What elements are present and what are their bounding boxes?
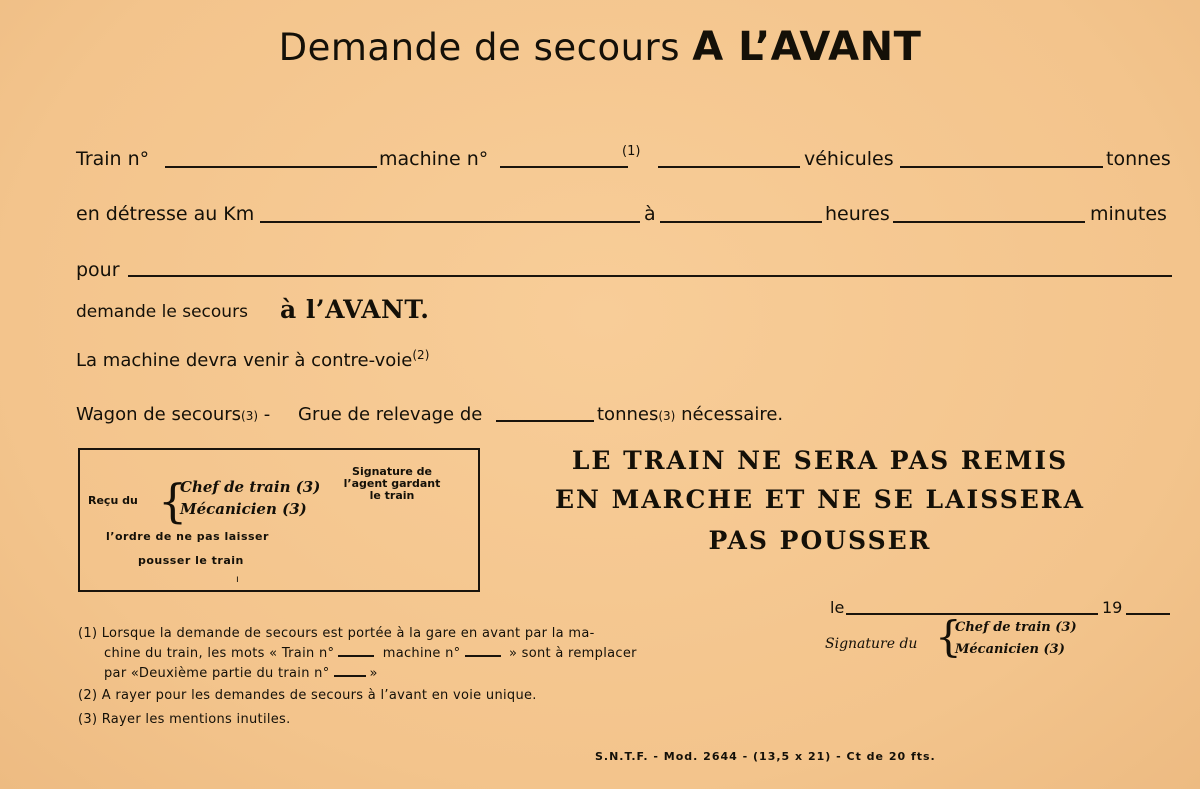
note-1-blank-machine [465, 655, 501, 657]
label-tonnes: tonnes [1106, 148, 1171, 170]
field-date[interactable] [846, 613, 1098, 615]
label-grue-tonnes: tonnes [597, 404, 659, 425]
label-grue: Grue de relevage de [298, 404, 483, 425]
field-train-number[interactable] [165, 166, 377, 168]
label-signature-du: Signature du [825, 636, 918, 652]
mark: ı [236, 574, 239, 585]
note-1-remplacer: » sont à remplacer [508, 646, 637, 661]
label-machine-number: machine n° [379, 148, 489, 170]
signature-brace: { [935, 612, 962, 661]
label-demande-secours: demande le secours [76, 302, 248, 322]
note-1-line2 [104, 646, 637, 661]
option-chef-train[interactable]: Chef de train (3) [180, 478, 321, 496]
signature-agent-line3: le train [369, 489, 415, 502]
title-part2: A L’AVANT [692, 24, 922, 70]
note-1-train: chine du train, les mots « Train n° [104, 646, 335, 661]
label-heures: heures [825, 203, 890, 225]
text-tonnes-necessaire [597, 404, 783, 425]
note-1-line1: (1) Lorsque la demande de secours est portée à la gare en avant par la ma- [78, 626, 595, 641]
note-ref-2: (2) [412, 348, 430, 362]
note-1-blank-partie [334, 675, 366, 677]
note-1-deuxieme: par «Deuxième partie du train n° [104, 666, 330, 681]
form-title [0, 24, 1200, 70]
option-mecanicien[interactable]: Mécanicien (3) [180, 500, 307, 518]
dash: - [263, 404, 271, 425]
note-ref-3a: (3) [241, 409, 259, 423]
note-1-blank-train [338, 655, 374, 657]
label-a-l-avant: à l’AVANT. [280, 295, 430, 324]
note-1-machine: machine n° [382, 646, 461, 661]
note-3: (3) Rayer les mentions inutiles. [78, 712, 291, 727]
signature-option-mecanicien[interactable]: Mécanicien (3) [955, 642, 1065, 657]
label-vehicules: véhicules [804, 148, 894, 170]
label-pour: pour [76, 259, 120, 281]
field-minutes[interactable] [893, 221, 1085, 223]
signature-agent-label [332, 466, 452, 502]
warning-line2: EN MARCHE ET NE SE LAISSERA [555, 485, 1085, 514]
signature-option-chef[interactable]: Chef de train (3) [955, 620, 1077, 635]
signature-agent-line2: l’agent gardant [343, 477, 441, 490]
brace: { [158, 474, 188, 528]
label-a: à [644, 203, 656, 225]
note-ref-3b: (3) [658, 409, 676, 423]
title-part1: Demande de secours [278, 26, 681, 69]
field-pour[interactable] [128, 275, 1172, 277]
warning-line1: LE TRAIN NE SERA PAS REMIS [571, 446, 1069, 475]
label-minutes: minutes [1090, 203, 1167, 225]
note-1-line3 [104, 666, 378, 681]
text-contre-voie [76, 348, 429, 371]
text-wagon-secours [76, 404, 270, 425]
label-train-number: Train n° [76, 148, 150, 170]
field-machine-number[interactable] [500, 166, 628, 168]
field-km[interactable] [260, 221, 640, 223]
receipt-box [78, 448, 480, 592]
note-1-close: » [369, 666, 378, 681]
text-ordre-line2: pousser le train [138, 554, 244, 567]
field-grue-tonnes[interactable] [496, 420, 594, 422]
note-ref-1: (1) [622, 144, 641, 159]
field-vehicules[interactable] [658, 166, 800, 168]
field-year[interactable] [1126, 613, 1170, 615]
label-year-19: 19 [1102, 598, 1123, 617]
warning-line3: PAS POUSSER [708, 526, 932, 555]
label-date-le: le [830, 598, 845, 617]
field-tonnes[interactable] [900, 166, 1103, 168]
label-recu-du: Reçu du [88, 494, 138, 507]
form-reference: S.N.T.F. - Mod. 2644 - (13,5 x 21) - Ct de 20 fts. [595, 750, 936, 763]
label-wagon-secours: Wagon de secours [76, 404, 242, 425]
signature-agent-line1: Signature de [352, 465, 432, 478]
label-necessaire: nécessaire. [681, 404, 784, 425]
text-ordre-line1: l’ordre de ne pas laisser [106, 530, 269, 543]
field-heures[interactable] [660, 221, 822, 223]
label-detresse-km: en détresse au Km [76, 203, 255, 225]
note-2: (2) A rayer pour les demandes de secours à l’avant en voie unique. [78, 688, 537, 703]
contre-voie-label: La machine devra venir à contre-voie [76, 350, 413, 371]
